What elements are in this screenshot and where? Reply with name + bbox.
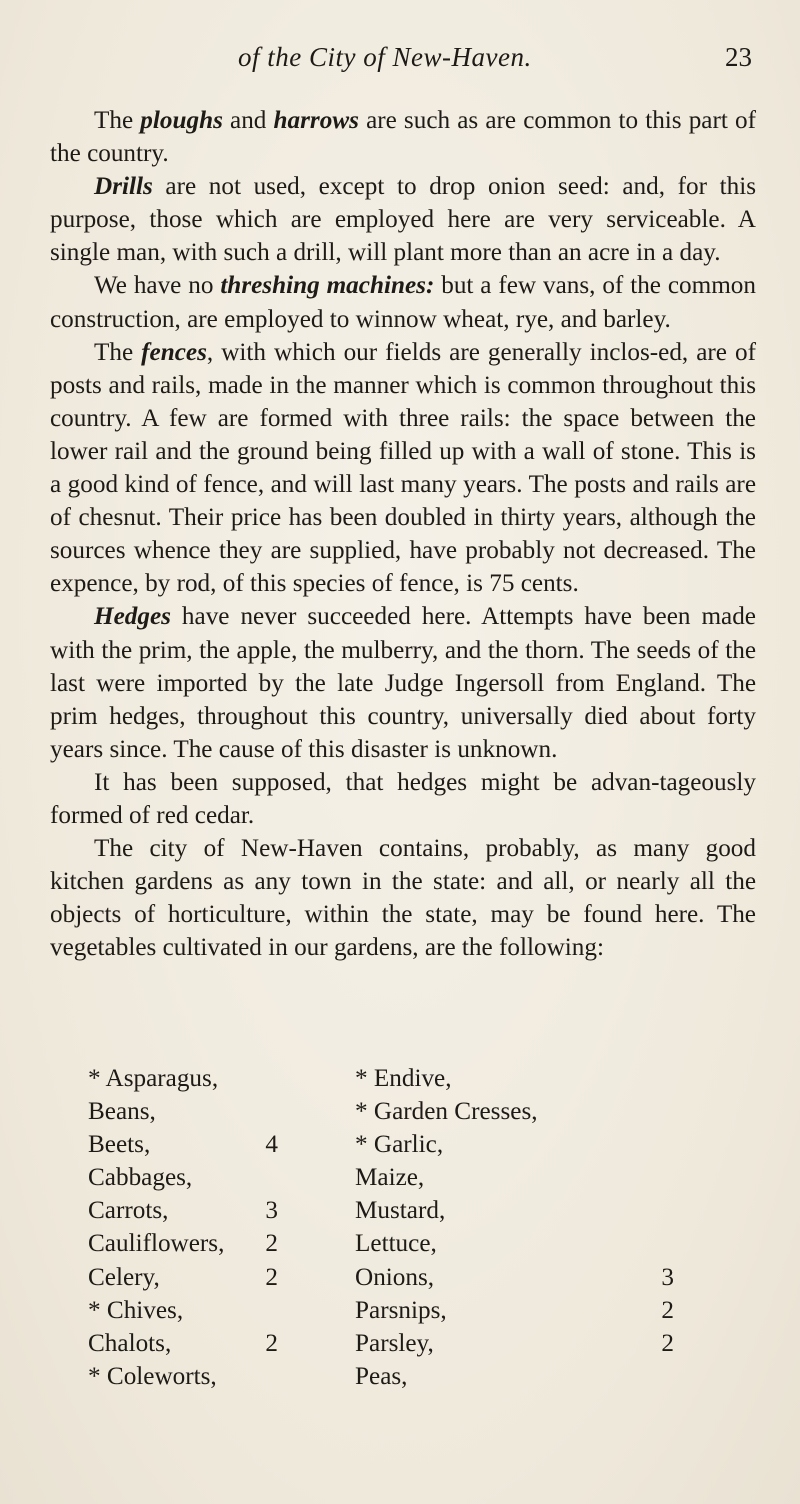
- vegetable-count: 2: [661, 1329, 674, 1357]
- text-run: have never succeeded here. Attempts have been made with the prim, the apple, the mulberry, and the thorn. The seeds of the last were imported by the late Judge Ingersoll from England. The prim hedges, throughout this country, universally died about forty years since. The cause of this disaster is unknown.: [50, 603, 756, 763]
- vegetable-name: Cabbages,: [88, 1164, 193, 1192]
- vegetable-name: Peas,: [355, 1362, 408, 1390]
- vegetable-row: [0, 1227, 800, 1260]
- vegetable-row: [0, 1261, 800, 1294]
- paragraph-gardens: [50, 832, 756, 964]
- vegetable-name: * Coleworts,: [88, 1362, 217, 1390]
- vegetable-name: Parsley,: [355, 1329, 434, 1357]
- text-run: The: [94, 338, 142, 366]
- vegetable-name: Carrots,: [88, 1197, 169, 1225]
- text-run: but a few vans, of the common construction, are employed to winnow wheat, rye, and barley.: [50, 272, 756, 333]
- vegetable-name: Maize,: [355, 1164, 425, 1192]
- vegetable-name: Beans,: [88, 1098, 156, 1126]
- vegetable-list: [0, 1062, 800, 1393]
- vegetable-count: 2: [265, 1263, 278, 1291]
- vegetable-name: * Chives,: [88, 1296, 184, 1324]
- vegetable-name: Celery,: [88, 1263, 160, 1291]
- text-run: are not used, except to drop onion seed: and, for this purpose, those which are employed here are very serviceable. A single man, with such a drill, will plant more than an acre in a day.: [50, 173, 756, 267]
- vegetable-name: Beets,: [88, 1131, 151, 1159]
- text-run: The: [94, 107, 141, 134]
- text-run: We have no: [94, 272, 221, 300]
- italic-term: threshing machines:: [220, 272, 435, 300]
- vegetable-name: * Endive,: [355, 1065, 452, 1092]
- vegetable-row: [0, 1062, 800, 1095]
- paragraph-cedar: [50, 766, 756, 832]
- italic-term: fences: [141, 338, 207, 366]
- vegetable-row: [0, 1327, 800, 1360]
- text-run: and: [222, 107, 274, 134]
- vegetable-name: Chalots,: [88, 1329, 172, 1357]
- page-number: 23: [725, 42, 752, 72]
- vegetable-count: 4: [265, 1131, 278, 1159]
- vegetable-name: Mustard,: [355, 1197, 446, 1225]
- paragraph-threshing: [50, 269, 756, 335]
- running-head-title: of the City of New-Haven.: [238, 42, 532, 72]
- vegetable-row: [0, 1095, 800, 1128]
- text-run: , with which our fields are generally inclos-ed, are of posts and rails, made in the manner which is common throughout this country. A few are formed with three rails: the space between the lower rail and the ground being filled up with a wall of stone. This is a good kind of fence, and will last many years. The posts and rails are of chesnut. Their price has been doubled in thirty years, although the sources whence they are supplied, have probably not decreased. The expence, by rod, of this species of fence, is 75 cents.: [50, 338, 756, 598]
- vegetable-count: 2: [265, 1230, 278, 1258]
- vegetable-row: [0, 1128, 800, 1161]
- vegetable-count: 2: [661, 1296, 674, 1324]
- vegetable-name: Onions,: [355, 1263, 435, 1291]
- paragraph-drills: [50, 170, 756, 269]
- text-run: The city of New-Haven contains, probably, as many good kitchen gardens as any town in the state: and all, or nearly all the objects of horticulture, within the state, may be found here. The vegetables cultivated in our gardens, are the following:: [50, 835, 756, 962]
- vegetable-name: Parsnips,: [355, 1296, 447, 1324]
- vegetable-name: Cauliflowers,: [88, 1230, 225, 1258]
- vegetable-count: 2: [265, 1329, 278, 1357]
- italic-term: Drills: [94, 173, 153, 201]
- vegetable-name: * Garlic,: [355, 1131, 444, 1159]
- body-text: [50, 104, 756, 964]
- vegetable-name: Lettuce,: [355, 1230, 437, 1258]
- italic-term: harrows: [273, 107, 359, 134]
- paragraph-fences: [50, 336, 756, 601]
- vegetable-row: [0, 1194, 800, 1227]
- vegetable-row: [0, 1161, 800, 1194]
- vegetable-row: [0, 1294, 800, 1327]
- vegetable-name: * Asparagus,: [88, 1065, 219, 1092]
- text-run: are such as are common to this part of the country.: [50, 107, 756, 168]
- italic-term: Hedges: [94, 603, 171, 631]
- vegetable-row: [0, 1360, 800, 1393]
- italic-term: ploughs: [140, 107, 223, 134]
- vegetable-count: 3: [661, 1263, 674, 1291]
- paragraph-ploughs: [50, 104, 756, 170]
- vegetable-name: * Garden Cresses,: [355, 1098, 538, 1126]
- running-head: [0, 42, 800, 82]
- vegetable-count: 3: [265, 1197, 278, 1225]
- paragraph-hedges: [50, 600, 756, 765]
- text-run: It has been supposed, that hedges might be advan-tageously formed of red cedar.: [50, 768, 756, 829]
